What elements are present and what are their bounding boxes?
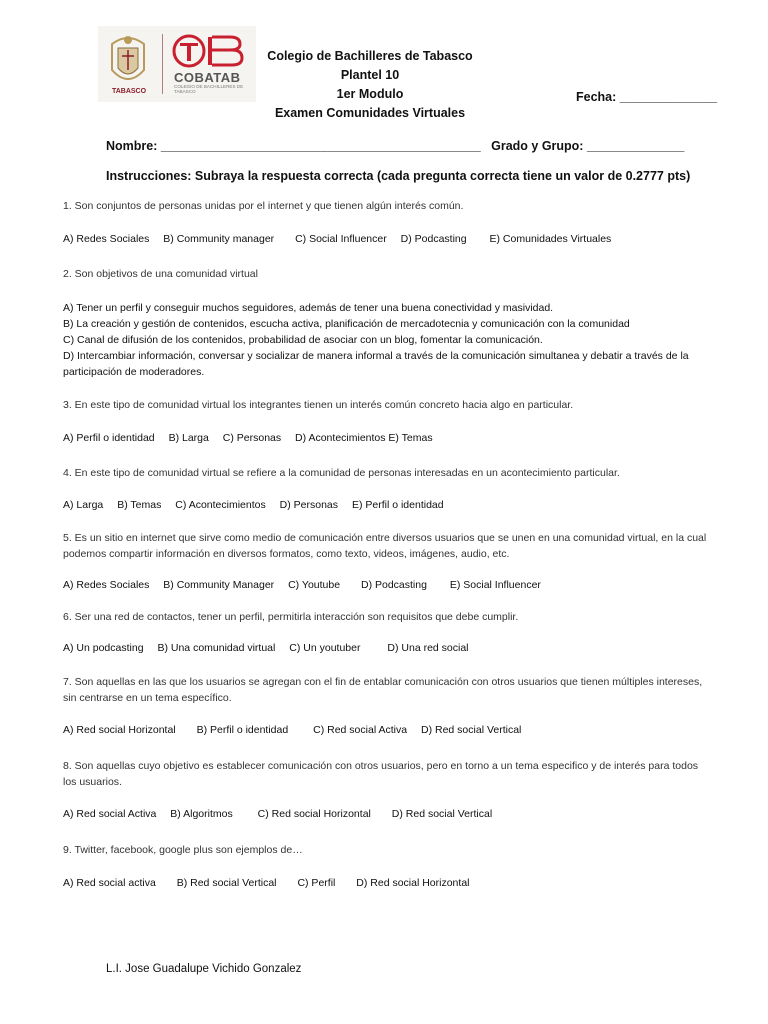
option[interactable]: D) Podcasting <box>400 233 467 245</box>
exam-header <box>250 47 490 123</box>
option[interactable]: B) Larga <box>168 432 209 444</box>
exam-title: Examen Comunidades Virtuales <box>274 106 466 120</box>
option[interactable]: D) Una red social <box>387 642 469 654</box>
option[interactable]: B) Perfil o identidad <box>196 724 289 736</box>
option[interactable]: C) Acontecimientos <box>175 499 266 511</box>
question-3: 3. En este tipo de comunidad virtual los integrantes tienen un interés común concreto hacia algo en particular. <box>63 399 574 411</box>
option[interactable]: E) Social Influencer <box>449 579 541 591</box>
options-6 <box>63 642 480 654</box>
option[interactable]: C) Red social Horizontal <box>257 808 371 820</box>
option[interactable]: D) Personas <box>279 499 339 511</box>
option[interactable]: C) Red social Activa <box>313 724 408 736</box>
options-3 <box>63 432 444 444</box>
date-field[interactable]: Fecha: ______________ <box>576 90 718 104</box>
option[interactable]: B) Una comunidad virtual <box>157 642 276 654</box>
name-field[interactable]: Nombre: ______________________________________________ <box>106 139 481 153</box>
question-9: 9. Twitter, facebook, google plus son ejemplos de… <box>63 844 303 856</box>
cobatab-wordmark: COBATAB <box>174 70 241 85</box>
option[interactable]: C) Un youtuber <box>289 642 361 654</box>
option[interactable]: B) Red social Vertical <box>176 877 277 889</box>
options-5 <box>63 579 552 591</box>
cobatab-subtitle: COLEGIO DE BACHILLERES DE TABASCO <box>174 84 244 94</box>
school-name: Colegio de Bachilleres de Tabasco <box>267 49 473 63</box>
option[interactable]: A) Red social Horizontal <box>63 724 176 736</box>
option[interactable]: D) Intercambiar información, conversar y socializar de manera informal a través de la comunicación simultanea y debatir a través de la participación de moderadores. <box>63 350 689 378</box>
tabasco-seal-icon <box>104 30 152 94</box>
instructions: Instrucciones: Subraya la respuesta correcta (cada pregunta correcta tiene un valor de 0.2777 pts) <box>106 169 691 183</box>
option[interactable]: A) Larga <box>63 499 104 511</box>
option[interactable]: A) Red social Activa <box>63 808 157 820</box>
question-8: 8. Son aquellas cuyo objetivo es establecer comunicación con otros usuarios, pero en torno a un tema especifico y de interés para todos los usuarios. <box>63 760 699 788</box>
seal-caption: TABASCO <box>111 88 147 95</box>
option[interactable]: E) Perfil o identidad <box>351 499 444 511</box>
question-6: 6. Ser una red de contactos, tener un perfil, permitirla interacción son requisitos que debe cumplir. <box>63 611 519 623</box>
option[interactable]: B) La creación y gestión de contenidos, escucha activa, planificación de mercadotecnia y comunicación con la comunidad <box>63 318 630 330</box>
logo-divider <box>162 34 163 94</box>
options-1 <box>63 233 622 245</box>
option[interactable]: A) Redes Sociales <box>63 579 150 591</box>
teacher-signature: L.I. Jose Guadalupe Vichido Gonzalez <box>106 963 302 975</box>
option[interactable]: C) Youtube <box>288 579 341 591</box>
options-8 <box>63 808 503 820</box>
option[interactable]: C) Personas <box>222 432 282 444</box>
option[interactable]: D) Red social Vertical <box>421 724 522 736</box>
question-4: 4. En este tipo de comunidad virtual se refiere a la comunidad de personas interesadas en un acontecimiento particular. <box>63 467 620 479</box>
option[interactable]: B) Temas <box>117 499 162 511</box>
options-9 <box>63 877 481 889</box>
option[interactable]: A) Perfil o identidad <box>63 432 155 444</box>
campus: Plantel 10 <box>340 68 400 82</box>
student-info-row <box>106 139 684 153</box>
option[interactable]: D) Podcasting <box>360 579 427 591</box>
cobatab-logo-icon <box>172 34 244 68</box>
module: 1er Modulo <box>336 87 404 101</box>
options-4 <box>63 499 455 511</box>
option[interactable]: D) Red social Vertical <box>391 808 493 820</box>
option[interactable]: B) Community manager <box>163 233 275 245</box>
question-1: 1. Son conjuntos de personas unidas por el internet y que tienen algún interés común. <box>63 200 464 212</box>
option[interactable]: A) Red social activa <box>63 877 156 889</box>
option[interactable]: B) Algoritmos <box>170 808 233 820</box>
option[interactable]: D) Acontecimientos E) Temas <box>295 432 433 444</box>
question-2: 2. Son objetivos de una comunidad virtual <box>63 268 258 280</box>
option[interactable]: D) Red social Horizontal <box>356 877 470 889</box>
question-7: 7. Son aquellas en las que los usuarios se agregan con el fin de entablar comunicación con otros usuarios que tienen múltiples intereses, sin centrarse en un tema específico. <box>63 676 703 704</box>
option[interactable]: C) Canal de difusión de los contenidos, probabilidad de asociar con un blog, fomentar la comunicación. <box>63 334 543 346</box>
question-5: 5. Es un sitio en internet que sirve como medio de comunicación entre diversos usuarios que se unen en una comunidad virtual, en la cual podemos compartir información en diversos formatos, como texto, videos, imágenes, audio, etc. <box>63 532 707 560</box>
grade-group-field[interactable]: Grado y Grupo: ______________ <box>491 139 685 153</box>
options-7 <box>63 724 532 736</box>
option[interactable]: A) Redes Sociales <box>63 233 150 245</box>
option[interactable]: C) Perfil <box>297 877 336 889</box>
option[interactable]: B) Community Manager <box>163 579 275 591</box>
option[interactable]: E) Comunidades Virtuales <box>489 233 612 245</box>
options-2 <box>63 300 713 380</box>
option[interactable]: A) Tener un perfil y conseguir muchos seguidores, además de tener una buena conectividad y masividad. <box>63 302 554 314</box>
option[interactable]: A) Un podcasting <box>63 642 144 654</box>
option[interactable]: C) Social Influencer <box>295 233 387 245</box>
header-logos <box>98 26 256 102</box>
